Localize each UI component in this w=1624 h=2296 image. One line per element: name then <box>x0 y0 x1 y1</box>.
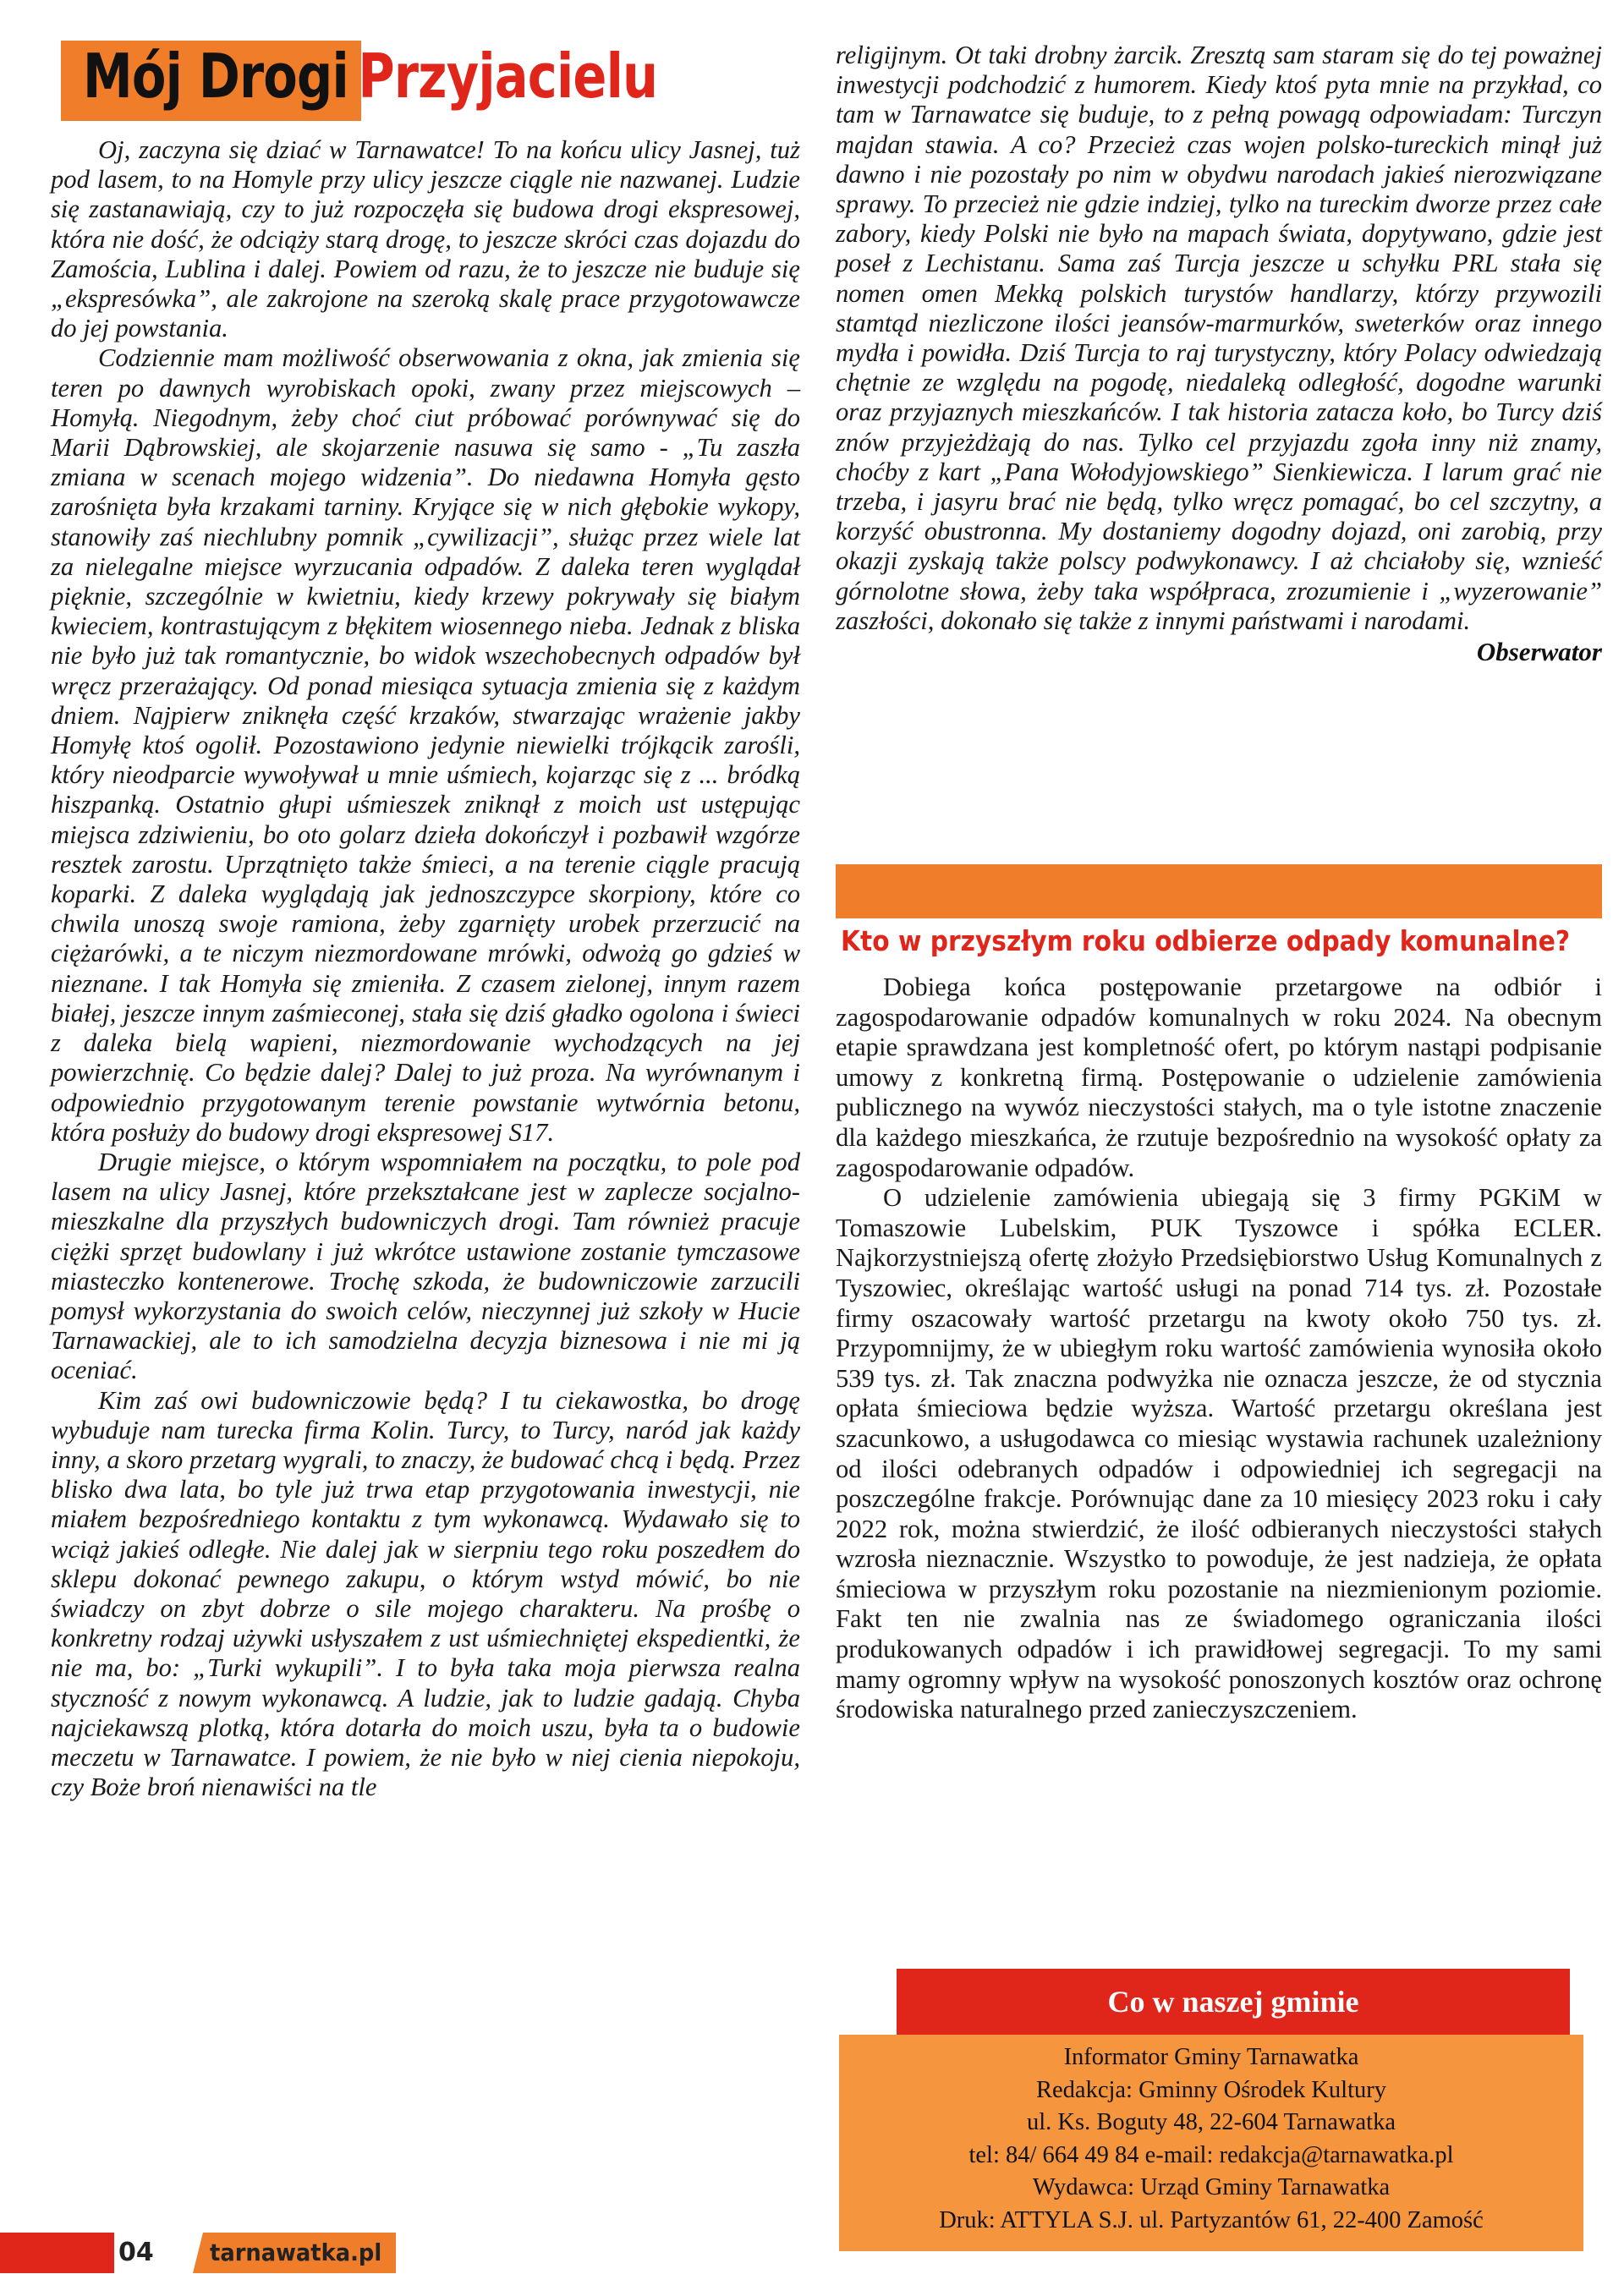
article-paragraph: Drugie miejsce, o którym wspomniałem na początku, to pole pod lasem na ulicy Jasnej, które przekształcane jest w zaplecze socjalno-mieszkalne dla przyszłych budowniczych drogi. Tam również pracuje ciężki sprzęt budowlany i już wkrótce ustawione zostanie tymczasowe miasteczko kontenerowe. Trochę szkoda, że budowniczowie zarzucili pomysł wykorzystania do swoich celów, nieczynnej już szkoły w Hucie Tarnawackiej, ale to ich samodzielna decyzja biznesowa i nie mi ją oceniać. <box>51 1147 800 1385</box>
section-divider-bar <box>836 864 1602 918</box>
article-signature: Obserwator <box>1476 637 1602 667</box>
article-right-column <box>836 41 1602 668</box>
article-left-column <box>51 135 800 1802</box>
info-line: ul. Ks. Boguty 48, 22-604 Tarnawatka <box>1026 2109 1396 2135</box>
info-line: tel: 84/ 664 49 84 e-mail: redakcja@tarnawatka.pl <box>968 2141 1454 2168</box>
waste-article-body <box>836 973 1602 1725</box>
info-line: Redakcja: Gminny Ośrodek Kultury <box>1036 2076 1386 2103</box>
page-number: 04 <box>118 2238 154 2267</box>
info-line: Informator Gminy Tarnawatka <box>1063 2044 1359 2070</box>
info-line: Druk: ATTYLA S.J. ul. Partyzantów 61, 22-400 Zamość <box>939 2206 1484 2233</box>
article-paragraph: Kim zaś owi budowniczowie będą? I tu ciekawostka, bo drogę wybuduje nam turecka firma Kolin. Turcy, to Turcy, naród jak każdy inny, a skoro przetarg wygrali, to znaczy, że budować chcą i będą. Przez blisko dwa lata, bo tyle już trwa etap przygotowania inwestycji, nie miałem bezpośredniego kontaktu z tym wykonawcą. Wydawało się to wciąż jakieś odległe. Nie dalej jak w sierpniu tego roku poszedłem do sklepu dokonać pewnego zakupu, o którym wstyd mówić, bo nie świadczy on zbyt dobrze o sile mojego charakteru. Na prośbę o konkretny rodzaj używki usłyszałem z ust uśmiechniętej ekspedientki, że nie ma, bo: „Turki wykupili”. I to była taka moja pierwsza realna styczność z nowym wykonawcą. A ludzie, jak to ludzie gadają. Chyba najciekawszą plotką, która dotarła do moich uszu, była ta o budowie meczetu w Tarnawatce. I powiem, że nie było w niej cienia niepokoju, czy Boże broń nienawiści na tle <box>51 1385 800 1802</box>
waste-article-paragraph: Dobiega końca postępowanie przetargowe na odbiór i zagospodarowanie odpadów komunalnych w roku 2024. Na obecnym etapie sprawdzana jest kompletność ofert, po którym nastąpi podpisanie umowy z konkretną firmą. Postępowanie o udzielenie zamówienia publicznego na wywóz nieczystości stałych, ma o tyle istotne znaczenie dla każdego mieszkańca, że rzutuje bezpośrednio na wysokość opłaty za zagospodarowanie odpadów. <box>836 973 1602 1182</box>
waste-article-heading: Kto w przyszłym roku odbierze odpady komunalne? <box>841 924 1571 957</box>
column-title-part1: Mój Drogi <box>83 41 348 112</box>
info-line: Wydawca: Urząd Gminy Tarnawatka <box>1032 2174 1391 2200</box>
column-title-part2: Przyjacielu <box>358 41 658 112</box>
info-box <box>839 2035 1583 2251</box>
waste-article-paragraph: O udzielenie zamówienia ubiegają się 3 firmy PGKiM w Tomaszowie Lubelskim, PUK Tyszowce i spółka ECLER. Najkorzystniejszą ofertę złożyło Przedsiębiorstwo Usług Komunalnych z Tyszowiec, określając wartość usługi na ponad 714 tys. zł. Pozostałe firmy oszacowały wartość przetargu na kwoty około 750 tys. zł. Przypomnijmy, że w ubiegłym roku wartość zamówienia wynosiła około 539 tys. zł. Tak znaczna podwyżka nie oznacza jeszcze, że od stycznia opłata śmieciowa będzie wyższa. Wartość przetargu określana jest szacunkowo, a usługodawca co miesiąc wystawia rachunek uzależniony od ilości odebranych odpadów i odpowiedniej ich segregacji na poszczególne frakcje. Porównując dane za 10 miesięcy 2023 roku i cały 2022 rok, można stwierdzić, że ilość odbieranych nieczystości stałych wzrosła nieznacznie. Wszystko to powoduje, że jest nadzieja, że opłata śmieciowa w przyszłym roku pozostanie na niezmienionym poziomie. Fakt ten nie zwalnia nas ze świadomego ograniczania ilości produkowanych odpadów i ich prawidłowej segregacji. To my sami mamy ogromny wpływ na wysokość ponoszonych kosztów oraz ochronę środowiska naturalnego przed zanieczyszczeniem. <box>836 1183 1602 1724</box>
footer-site-name: tarnawatka.pl <box>210 2238 382 2266</box>
footer-red-bar <box>0 2233 114 2273</box>
article-paragraph-continued: religijnym. Ot taki drobny żarcik. Zresztą sam staram się do tej poważnej inwestycji podchodzić z humorem. Kiedy ktoś pyta mnie na przykład, co tam w Tarnawatce się buduje, to z pełną powagą odpowiadam: Turczyn majdan stawia. A co? Przecież czas wojen polsko-tureckich minął już dawno i nie pozostały po nim w obydwu narodach jakieś nierozwiązane sprawy. To przecież nie gdzie indziej, tylko na tureckim dworze przez całe zabory, kiedy Polski nie było na mapach świata, dopytywano, gdzie jest poseł z Lechistanu. Sama zaś Turcja jeszcze u schyłku PRL stała się nomen omen Mekką polskich turystów handlarzy, którzy przywozili stamtąd niezliczone ilości jeansów-marmurków, sweterków oraz innego mydła i powidła. Dziś Turcja to raj turystyczny, który Polacy odwiedzają chętnie ze względu na pogodę, niedaleką odległość, dogodne warunki oraz przyjaznych mieszkańców. I tak historia zatacza koło, bo Turcy dziś znów przyjeżdżają do nas. Tylko cel przyjazdu zgoła inny niż znamy, choćby z kart „Pana Wołodyjowskiego” Sienkiewicza. I larum grać nie trzeba, i jasyru brać nie będą, tylko wręcz pomagać, bo cel szczytny, a korzyść obustronna. My dostaniemy dogodny dojazd, oni zarobią, przy okazji zyskają także polscy podwykonawcy. I aż chciałoby się, wznieść górnolotne słowa, żeby taka współpraca, zrozumienie i „wyzerowanie” zaszłości, dokonało się także z innymi państwami i narodami. <box>836 41 1602 635</box>
article-paragraph: Oj, zaczyna się dziać w Tarnawatce! To na końcu ulicy Jasnej, tuż pod lasem, to na Homyle przy ulicy jeszcze ciągle nie nazwanej. Ludzie się zastanawiają, czy to już rozpoczęła się budowa drogi ekspresowej, która nie dość, że odciąży starą drogę, to jeszcze skróci czas dojazdu do Zamościa, Lublina i dalej. Powiem od razu, że to jeszcze nie buduje się „ekspresówka”, ale zakrojone na szeroką skalę prace przygotowawcze do jej powstania. <box>51 135 800 343</box>
article-paragraph: Codziennie mam możliwość obserwowania z okna, jak zmienia się teren po dawnych wyrobiskach opoki, zwany przez miejscowych – Homyłą. Niegodnym, żeby choć ciut próbować porównywać się do Marii Dąbrowskiej, ale skojarzenie nasuwa się samo - „Tu zaszła zmiana w scenach mojego widzenia”. Do niedawna Homyła gęsto zarośnięta była krzakami tarniny. Kryjące się w nich głębokie wykopy, stanowiły zaś niechlubny pomnik „cywilizacji”, służąc przez wiele lat za nielegalne miejsce wyrzucania odpadów. Z daleka teren wyglądał pięknie, szczególnie w kwietniu, kiedy krzewy pokrywały się białym kwieciem, kontrastującym z błękitem wiosennego nieba. Jednak z bliska nie było już tak romantycznie, bo widok wszechobecnych odpadów był wręcz przerażający. Od ponad miesiąca sytuacja zmienia się z każdym dniem. Najpierw zniknęła część krzaków, stwarzając wrażenie jakby Homyłę ktoś ogolił. Pozostawiono jedynie niewielki trójkącik zarośli, który nieodparcie wywoływał u mnie uśmiech, kojarząc się z ... bródką hiszpanką. Ostatnio głupi uśmieszek zniknął z moich ust ustępując miejsca zdziwieniu, bo oto golarz dzieła dokończył i pozbawił wzgórze resztek zarostu. Uprzątnięto także śmieci, a na terenie ciągle pracują koparki. Z daleka wyglądają jak jednoszczypce skorpiony, które co chwila unoszą swoje ramiona, żeby zgarnięty urobek przerzucić na ciężarówki, a te niczym niezmordowane mrówki, odwożą go gdzieś w nieznane. I tak Homyła się zmieniła. Z czasem zielonej, innym razem białej, jeszcze innym zaśmieconej, stała się dziś gładko ogolona i świeci z daleka bielą wapieni, niezmordowanie wychodzących na jej powierzchnię. Co będzie dalej? Dalej to już proza. Na wyrównanym i odpowiednio przygotowanym terenie powstanie wytwórnia betonu, która posłuży do budowy drogi ekspresowej S17. <box>51 343 800 1147</box>
info-box-heading: Co w naszej gminie <box>897 1969 1570 2035</box>
column-title <box>83 34 657 118</box>
